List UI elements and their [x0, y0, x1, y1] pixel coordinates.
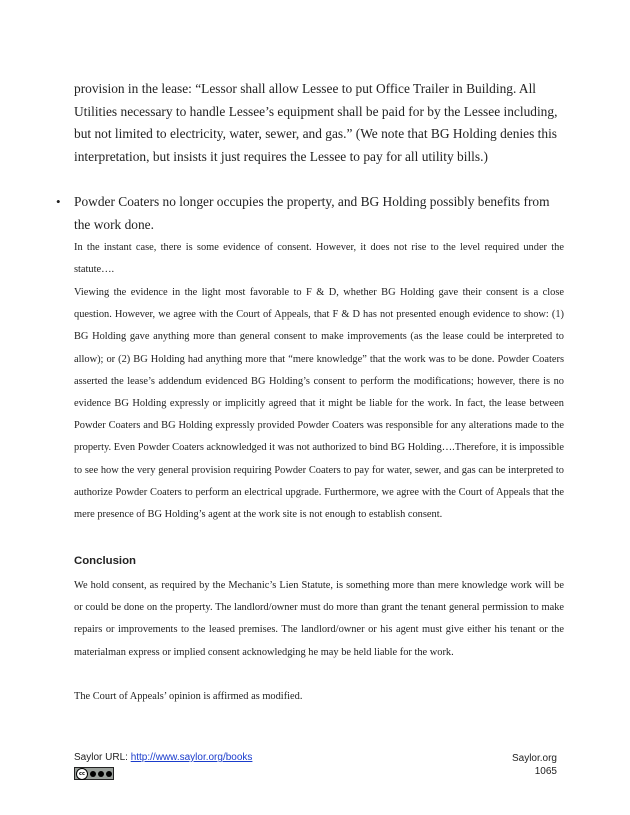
footer-page-info [512, 752, 557, 778]
page-number: 1065 [534, 766, 557, 777]
footer-site: Saylor.org [511, 753, 557, 764]
final-holding: The Court of Appeals’ opinion is affirmed as modified. [74, 691, 303, 702]
saylor-books-link[interactable]: http://www.saylor.org/books [130, 752, 253, 763]
conclusion-heading: Conclusion [74, 555, 137, 567]
bullet-item-powder-coaters: Powder Coaters no longer occupies the property, and BG Holding possibly benefits from the work done. [74, 194, 550, 232]
lease-provision-continuation: provision in the lease: “Lessor shall allow Lessee to put Office Trailer in Building. All Utilities necessary to handle Lessee’s equipment shall be paid for by the Lessee including, but not limited to electricity, water, sewer, and gas.” (We note that BG Holding denies this interpretation, but insists it just requires the Lessee to pay for all utility bills.) [74, 81, 558, 164]
sa-icon [106, 771, 112, 777]
footer-source [74, 752, 252, 763]
cc-icon: cc [76, 768, 88, 780]
conclusion-paragraph: We hold consent, as required by the Mechanic’s Lien Statute, is something more than mere knowledge work will be or could be done on the property. The landlord/owner must do more than grant the tenant general permission to make repairs or improvements to the leased premises. The landlord/owner or his agent must give either his tenant or the materialman express or implied consent acknowledging he may be held liable for the work. [74, 580, 564, 658]
creative-commons-license-badge[interactable] [74, 767, 114, 780]
nc-icon [98, 771, 104, 777]
quoted-paragraph-evidence: Viewing the evidence in the light most favorable to F & D, whether BG Holding gave their consent is a close question. However, we agree with the Court of Appeals, that F & D has not presented enough evidence to show: (1) BG Holding gave anything more than general consent to make improvements (as the lease could be interpreted to allow); or (2) BG Holding had anything more that “mere knowledge” that the work was to be done. Powder Coaters asserted the lease’s addendum evidenced BG Holding’s consent to perform the modifications; however, there is no evidence BG Holding expressly or implicitly agreed that it might be liable for the work. In fact, the lease between Powder Coaters and BG Holding expressly provided Powder Coaters was responsible for any alterations made to the property. Even Powder Coaters acknowledged it was not authorized to bind BG Holding….Therefore, it is impossible to see how the very general provision requiring Powder Coaters to pay for water, sewer, and gas can be interpreted to authorize Powder Coaters to perform an electrical upgrade. Furthermore, we agree with the Court of Appeals that the mere presence of BG Holding’s agent at the work site is not enough to establish consent. [74, 287, 564, 521]
by-icon [90, 771, 96, 777]
quoted-paragraph-instant-case: In the instant case, there is some evidence of consent. However, it does not rise to the level required under the statute…. [74, 242, 564, 276]
footer-url-label: Saylor URL: [74, 752, 131, 763]
bullet-icon: • [56, 194, 61, 209]
